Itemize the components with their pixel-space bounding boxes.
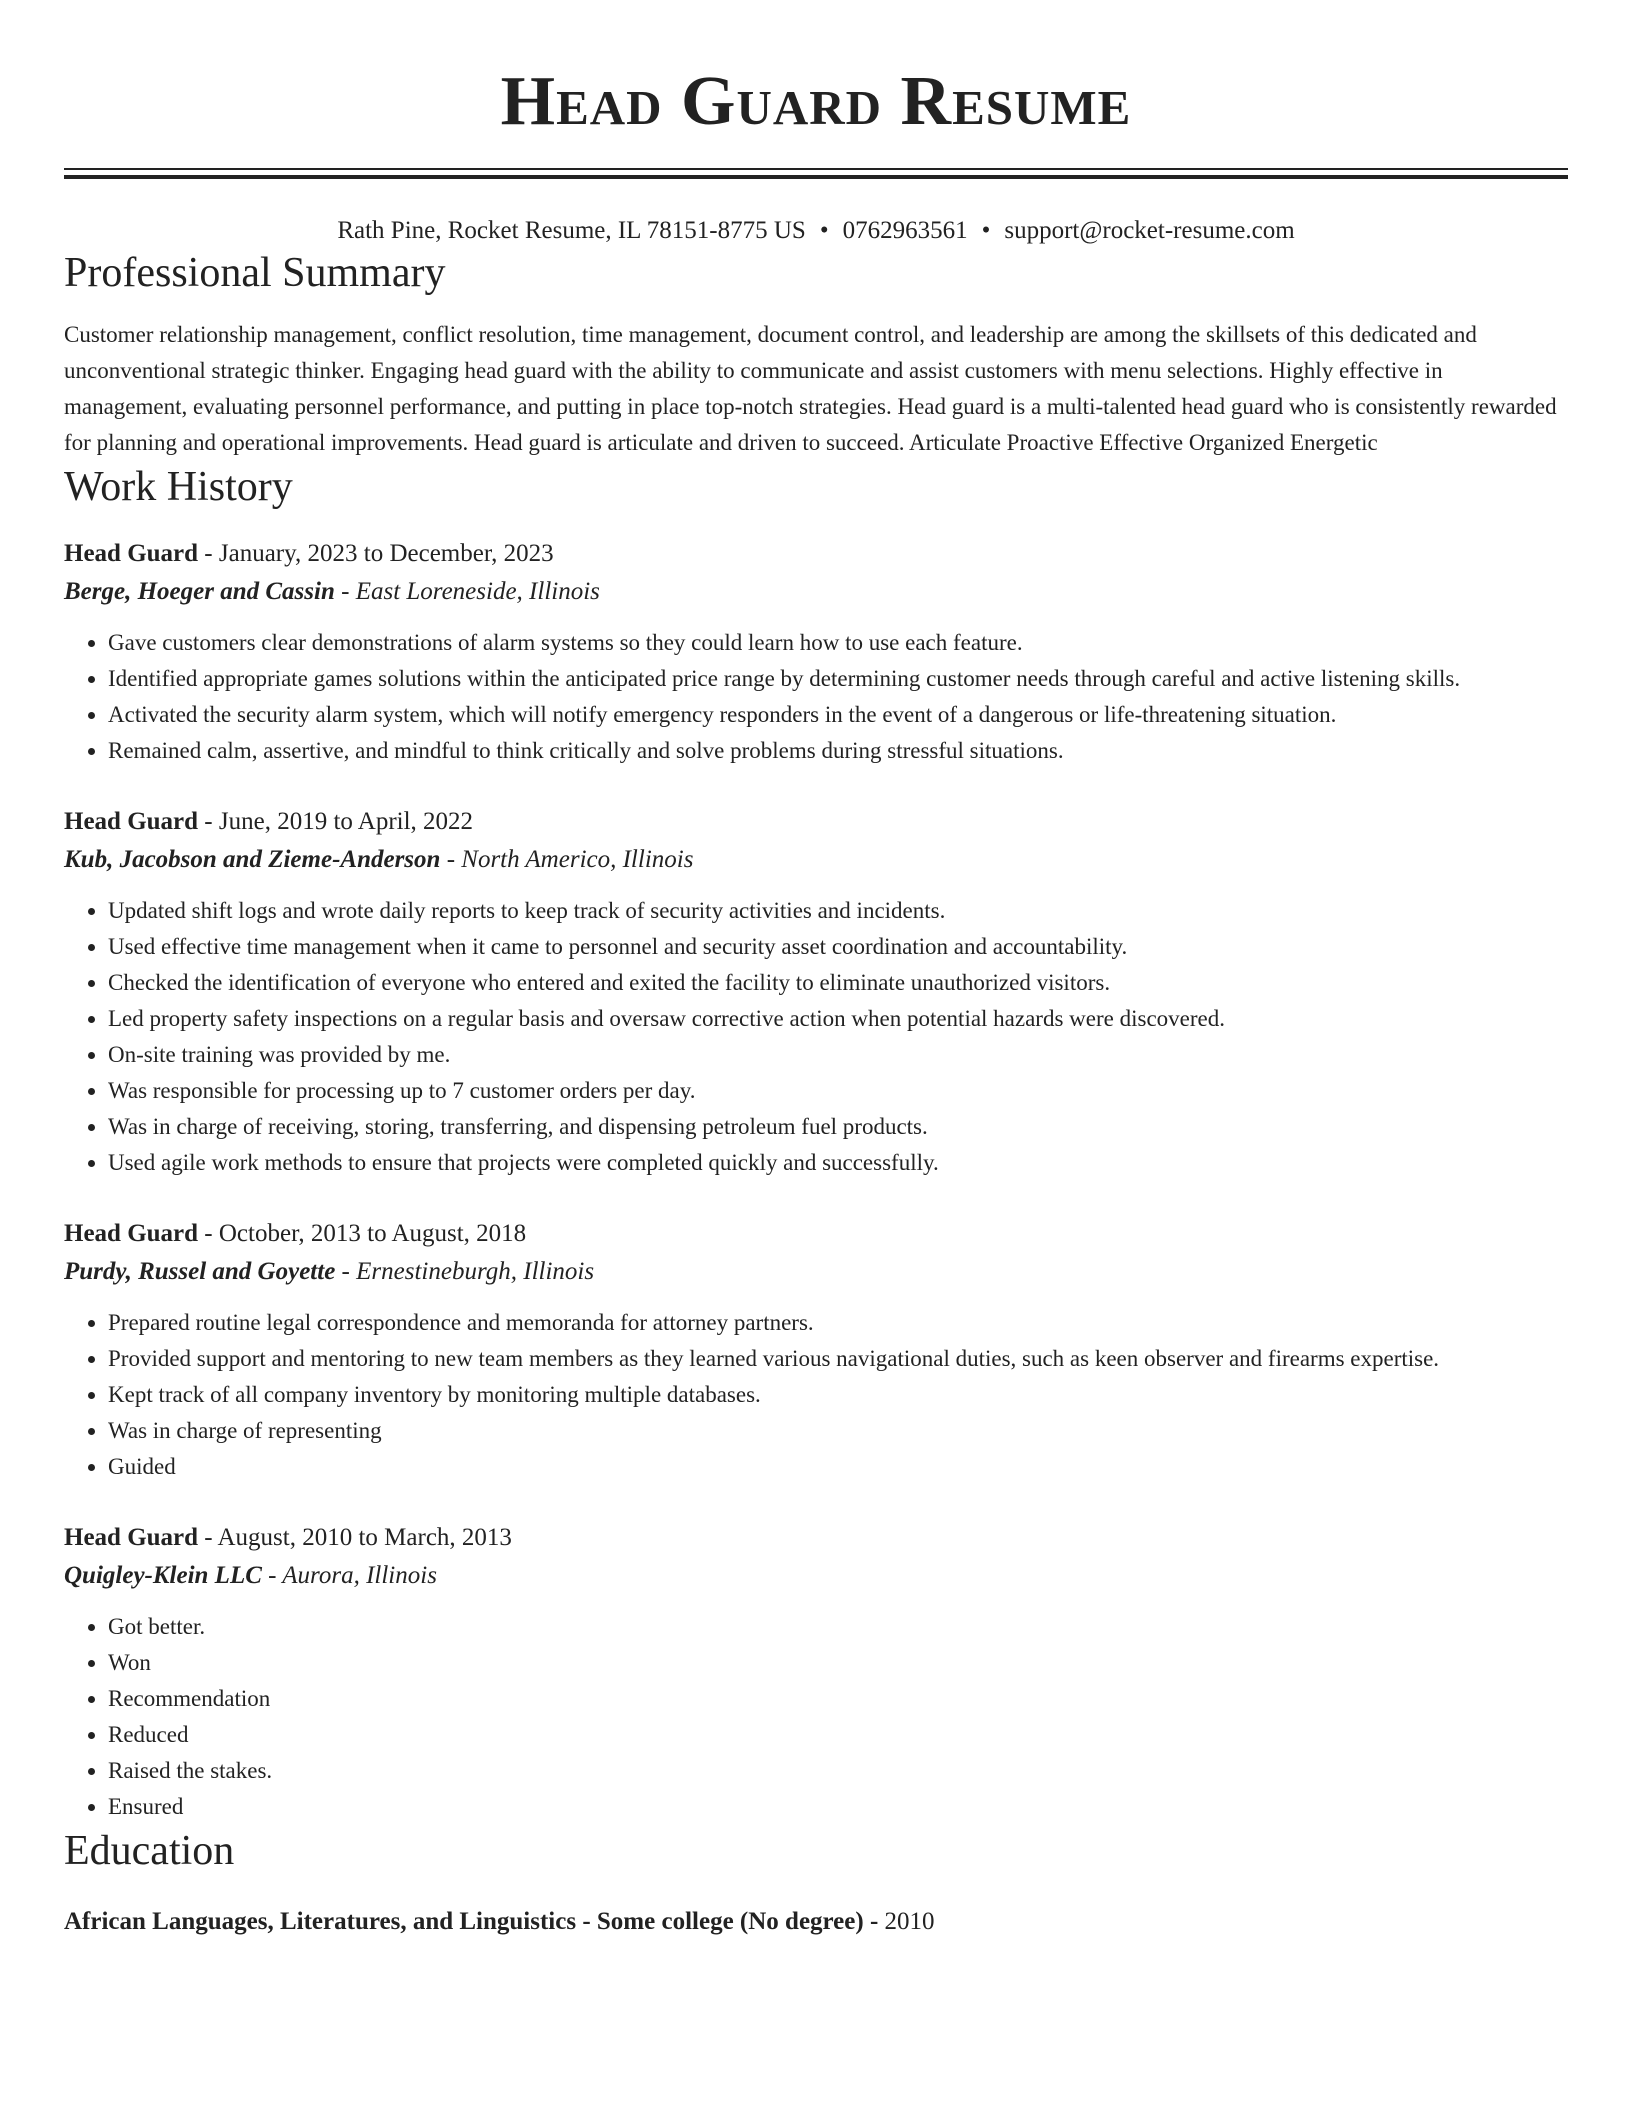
list-item: • Provided support and mentoring to new team members as they learned various navigational duties, such as keen observer and firearms expertise. xyxy=(108,1341,1568,1377)
job-dates: June, 2019 to April, 2022 xyxy=(218,808,474,835)
education-list xyxy=(64,1903,1568,1941)
education-degree-line: African Languages, Literatures, and Linguistics - Some college (No degree) - xyxy=(64,1908,885,1935)
employer-name: Berge, Hoeger and Cassin xyxy=(64,578,335,605)
job-entry xyxy=(64,535,1568,769)
contact-phone: 0762963561 xyxy=(842,217,968,244)
job-title: Head Guard xyxy=(64,808,199,835)
list-item: • Kept track of all company inventory by monitoring multiple databases. xyxy=(108,1377,1568,1413)
job-entry xyxy=(64,1215,1568,1485)
job-dates: August, 2010 to March, 2013 xyxy=(217,1524,512,1551)
list-item: • Was in charge of receiving, storing, transferring, and dispensing petroleum fuel products. xyxy=(108,1109,1568,1145)
list-item: • Checked the identification of everyone who entered and exited the facility to eliminate unauthorized visitors. xyxy=(108,965,1568,1001)
contact-separator: • xyxy=(981,217,991,244)
education-heading: Education xyxy=(64,1828,235,1874)
work-history-list xyxy=(64,535,1568,1825)
employer-name: Kub, Jacobson and Zieme-Anderson xyxy=(64,846,441,873)
education-degree: Some college (No degree) xyxy=(596,1908,864,1935)
list-item: • Got better. xyxy=(108,1609,1568,1645)
list-item: • Reduced xyxy=(108,1717,1568,1753)
education-field: African Languages, Literatures, and Linguistics xyxy=(64,1908,577,1935)
list-item: • On-site training was provided by me. xyxy=(108,1037,1568,1073)
list-item: • Prepared routine legal correspondence and memoranda for attorney partners. xyxy=(108,1305,1568,1341)
job-entry xyxy=(64,1519,1568,1825)
job-dates: January, 2023 to December, 2023 xyxy=(218,540,554,567)
employer-location: East Loreneside, Illinois xyxy=(355,578,600,605)
list-item: • Won xyxy=(108,1645,1568,1681)
contact-separator: • xyxy=(819,217,829,244)
job-title-line: Head Guard - June, 2019 to April, 2022 xyxy=(64,808,474,835)
summary-text: Customer relationship management, conflict resolution, time management, document control, and leadership are among the skillsets of this dedicated and unconventional strategic thinker. Engaging head guard with the ability to communicate and assist customers with menu selections. Highly effective in management, evaluating personnel performance, and putting in place top-notch strategies. Head guard is a multi-talented head guard who is consistently rewarded for planning and operational improvements. Head guard is articulate and driven to succeed. Articulate Proactive Effective Organized Energetic xyxy=(64,322,1557,455)
employer-line: Purdy, Russel and Goyette - Ernestineburgh, Illinois xyxy=(64,1258,595,1285)
job-bullets xyxy=(64,1609,1568,1825)
contact-line xyxy=(64,215,1568,247)
employer-line: Berge, Hoeger and Cassin - East Loreneside, Illinois xyxy=(64,578,600,605)
job-dates: October, 2013 to August, 2018 xyxy=(218,1220,527,1247)
job-title-line: Head Guard - August, 2010 to March, 2013 xyxy=(64,1524,512,1551)
list-item: • Gave customers clear demonstrations of alarm systems so they could learn how to use each feature. xyxy=(108,625,1568,661)
job-title-line: Head Guard - January, 2023 to December, 2023 xyxy=(64,540,554,567)
employer-location: North Americo, Illinois xyxy=(461,846,694,873)
job-title: Head Guard xyxy=(64,540,199,567)
list-item: • Updated shift logs and wrote daily reports to keep track of security activities and incidents. xyxy=(108,893,1568,929)
list-item: • Was responsible for processing up to 7 customer orders per day. xyxy=(108,1073,1568,1109)
education-entry xyxy=(64,1903,1568,1941)
job-entry xyxy=(64,803,1568,1181)
education-year: 2010 xyxy=(884,1908,935,1935)
title-divider xyxy=(64,168,1568,179)
list-item: • Recommendation xyxy=(108,1681,1568,1717)
list-item: • Led property safety inspections on a regular basis and oversaw corrective action when potential hazards were discovered. xyxy=(108,1001,1568,1037)
list-item: • Raised the stakes. xyxy=(108,1753,1568,1789)
employer-line: Kub, Jacobson and Zieme-Anderson - North Americo, Illinois xyxy=(64,846,694,873)
list-item: • Identified appropriate games solutions within the anticipated price range by determining customer needs through careful and active listening skills. xyxy=(108,661,1568,697)
list-item: • Ensured xyxy=(108,1789,1568,1825)
job-title: Head Guard xyxy=(64,1524,199,1551)
list-item: • Used agile work methods to ensure that projects were completed quickly and successfully. xyxy=(108,1145,1568,1181)
job-bullets xyxy=(64,1305,1568,1485)
job-bullets xyxy=(64,893,1568,1181)
employer-location: Ernestineburgh, Illinois xyxy=(356,1258,595,1285)
summary-heading: Professional Summary xyxy=(64,250,446,296)
list-item: • Was in charge of representing xyxy=(108,1413,1568,1449)
list-item: • Used effective time management when it came to personnel and security asset coordination and accountability. xyxy=(108,929,1568,965)
contact-email: support@rocket-resume.com xyxy=(1004,217,1295,244)
job-title-line: Head Guard - October, 2013 to August, 2018 xyxy=(64,1220,527,1247)
list-item: • Guided xyxy=(108,1449,1568,1485)
list-item: • Activated the security alarm system, which will notify emergency responders in the event of a dangerous or life-threatening situation. xyxy=(108,697,1568,733)
employer-line: Quigley-Klein LLC - Aurora, Illinois xyxy=(64,1562,437,1589)
work-history-heading: Work History xyxy=(64,464,293,510)
resume-title: Head Guard Resume xyxy=(500,63,1132,140)
employer-name: Quigley-Klein LLC xyxy=(64,1562,262,1589)
list-item: • Remained calm, assertive, and mindful to think critically and solve problems during stressful situations. xyxy=(108,733,1568,769)
employer-name: Purdy, Russel and Goyette xyxy=(64,1258,336,1285)
job-bullets xyxy=(64,625,1568,769)
employer-location: Aurora, Illinois xyxy=(282,1562,437,1589)
job-title: Head Guard xyxy=(64,1220,199,1247)
contact-address: Rath Pine, Rocket Resume, IL 78151-8775 US xyxy=(337,217,806,244)
